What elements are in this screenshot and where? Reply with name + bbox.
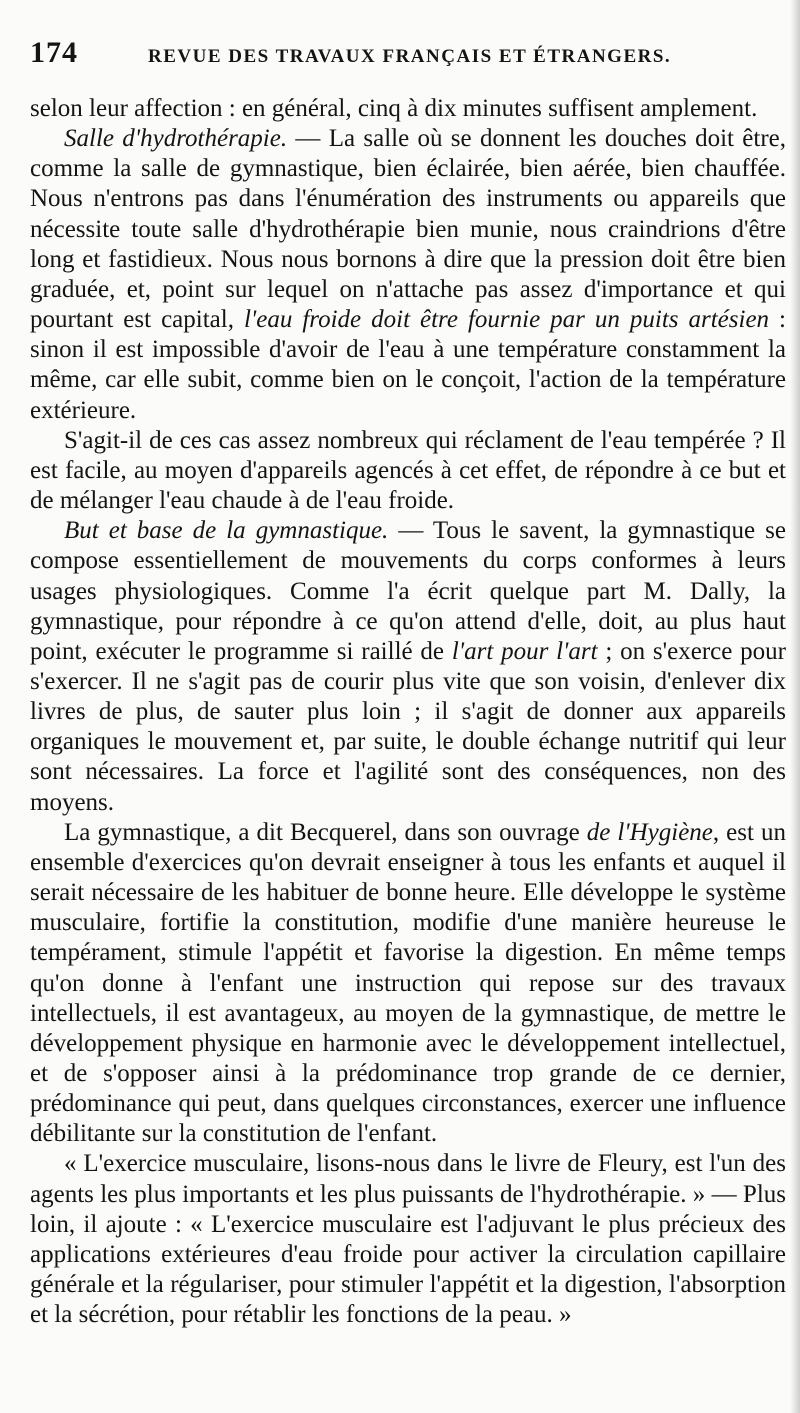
paragraph-gymnastics-purpose [30,516,786,818]
paragraph-text: , est un ensemble d'exercices qu'on devrait enseigner à tous les enfants et auquel il serait nécessaire de les habituer de bonne heure. Elle développe le système musculaire, fortifie la constitution, modifie d'une manière heureuse le tempérament, stimule l'appétit et favorise la digestion. En même temps qu'on donne à l'enfant une instruction qui repose sur des travaux intellectuels, il est avantageux, au moyen de la gymnastique, de mettre le développement physique en harmonie avec le développement intellectuel, et de s'opposer ainsi à la prédominance trop grande de ce dernier, prédominance qui peut, dans quelques circonstances, exercer une influence débilitante sur la constitution de l'enfant. [30,818,786,1148]
paragraph-text: — Tous le savent, la gymnastique se compose essentiellement de mouvements du corps conformes à leurs usages physiologiques. Comme l'a écrit quelque part M. Dally, la gymnastique, pour répondre à ce qu'on attend d'elle, doit, au plus haut point, exécuter le programme si raillé de [30,517,786,665]
emphasis-text: l'eau froide doit être fournie par un puits artésien [243,306,770,334]
page-number: 174 [30,36,78,69]
paragraph-tempered-water [30,426,786,516]
paragraph-text: La gymnastique, a dit Becquerel, dans son ouvrage [64,818,587,846]
paragraph-text: S'agit-il de ces cas assez nombreux qui réclament de l'eau tempérée ? Il est facile, au moyen d'appareils agencés à cet effet, de répondre à ce but et de mélanger l'eau chaude à de l'eau froide. [30,426,786,515]
paragraph-continuation [30,94,786,124]
paragraph-text: ; on s'exerce pour s'exercer. Il ne s'agit pas de courir plus vite que son voisin, d'enlever dix livres de plus, de sauter plus loin ; il s'agit de donner aux appareils organiques le mouvement et, par suite, le double échange nutritif qui leur sont nécessaires. La force et l'agilité sont des conséquences, non des moyens. [30,637,786,816]
paragraph-hydrotherapy-room [30,124,786,426]
paragraph-becquerel [30,818,786,1150]
paragraph-text: — La salle où se donnent les douches doit être, comme la salle de gymnastique, bien éclairée, bien aérée, bien chauffée. Nous n'entrons pas dans l'énumération des instruments ou appareils que nécessite toute salle d'hydrothérapie bien munie, nous craindrions d'être long et fastidieux. Nous nous bornons à dire que la pression doit être bien graduée, et, point sur lequel on n'attache pas assez d'importance et qui pourtant est capital, [30,125,786,334]
paragraph-text: selon leur affection : en général, cinq à dix minutes suffisent amplement. [30,95,758,122]
running-title: REVUE DES TRAVAUX FRANÇAIS ET ÉTRANGERS. [148,46,672,67]
section-heading: Salle d'hydrothérapie. [64,125,288,153]
section-heading: But et base de la gymnastique. [64,517,389,545]
paragraph-text: « L'exercice musculaire, lisons-nous dans le livre de Fleury, est l'un des agents les plus importants et les plus puissants de l'hydrothérapie. » — Plus loin, il ajoute : « L'exercice musculaire est l'adjuvant le plus précieux des applications extérieures d'eau froide pour activer la circulation capillaire générale et la régulariser, pour stimuler l'appétit et la digestion, l'absorption et la sécrétion, pour rétablir les fonctions de la peau. » [30,1150,786,1329]
emphasis-text: de l'Hygiène [586,818,713,846]
paragraph-fleury-quote [30,1149,786,1330]
running-head [30,36,786,92]
paragraph-text: : sinon il est impossible d'avoir de l'eau à une température constamment la même, car elle subit, comme bien on le conçoit, l'action de la température extérieure. [30,306,786,424]
page-edge-shadow [790,0,800,1413]
emphasis-text: l'art pour l'art [451,637,598,665]
body-text [30,94,786,1330]
